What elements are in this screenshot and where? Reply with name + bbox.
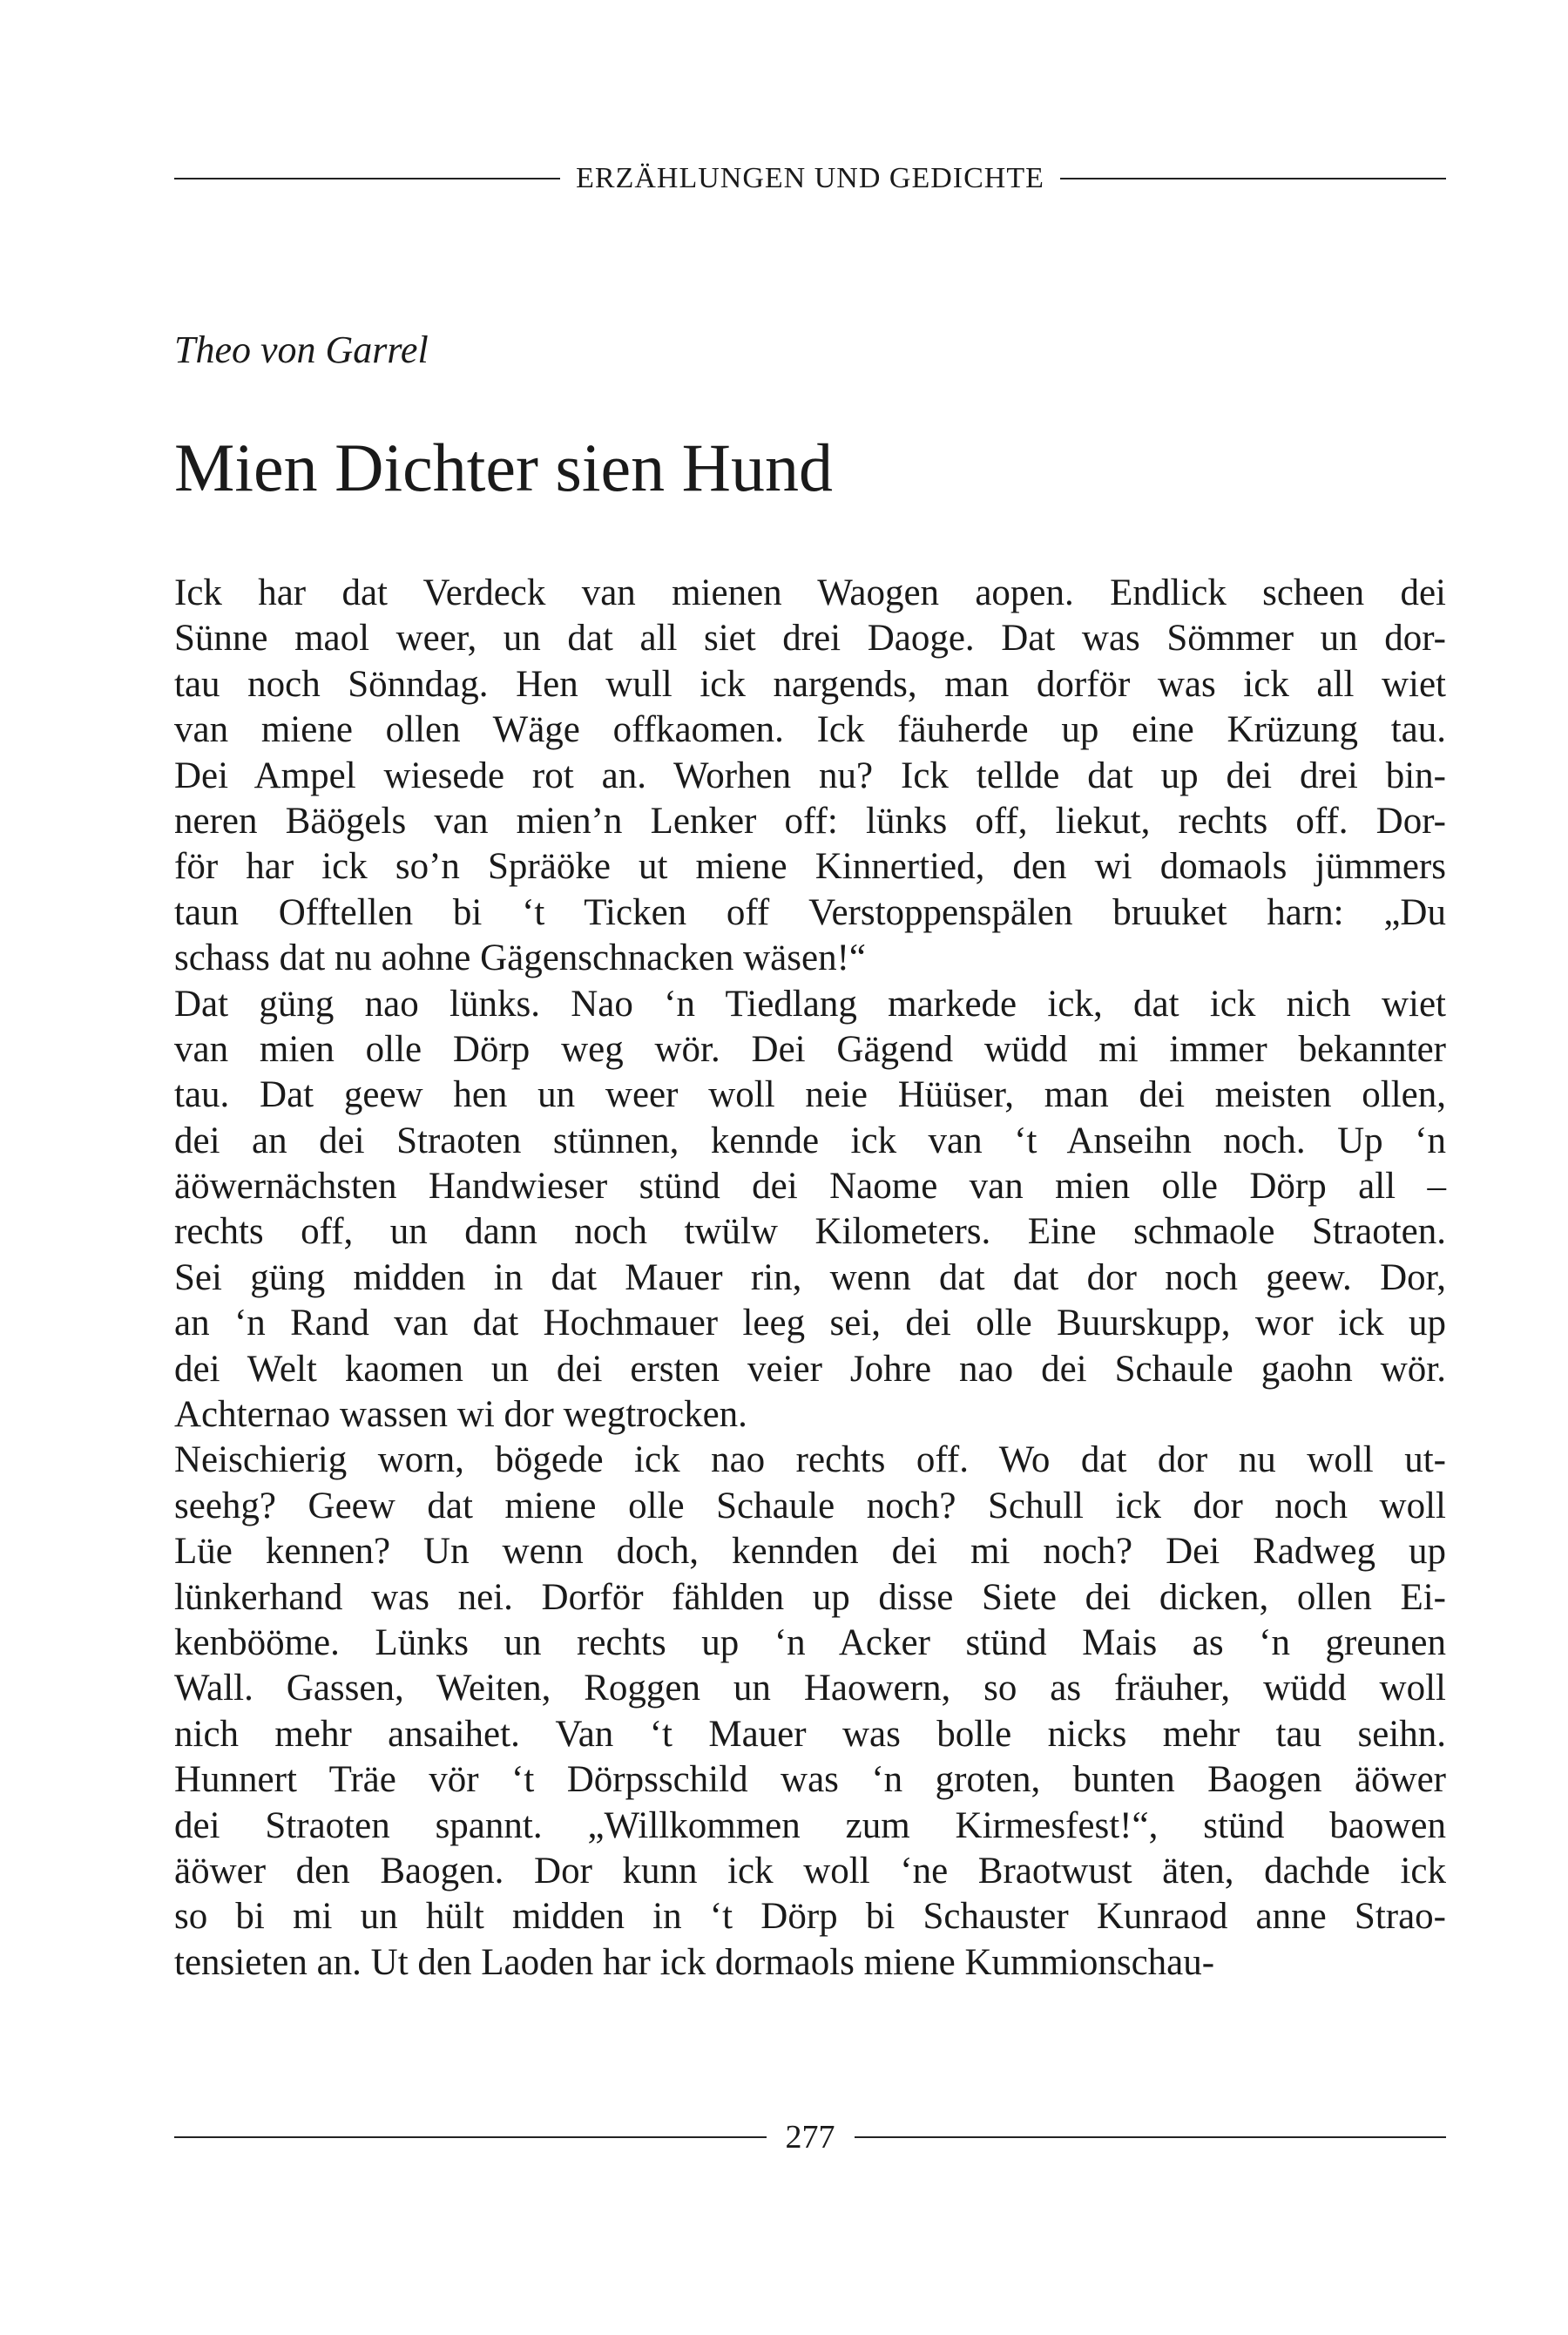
page-footer xyxy=(174,2121,1446,2154)
story-title: Mien Dichter sien Hund xyxy=(174,430,834,505)
text-line: dei an dei Straoten stünnen, kennde ick van ‘t Anseihn noch. Up ‘n xyxy=(174,1120,1446,1161)
text-line: taun Offtellen bi ‘t Ticken off Verstoppenspälen bruuket harn: „Du xyxy=(174,891,1446,933)
text-line: schass dat nu aohne Gägenschnacken wäsen!“ xyxy=(174,937,866,979)
text-line: äöwernächsten Handwieser stünd dei Naome van mien olle Dörp all – xyxy=(174,1166,1446,1208)
text-line: neren Bäögels van mien’n Lenker off: lünks off, liekut, rechts off. Dor- xyxy=(174,800,1446,842)
text-line: so bi mi un hült midden in ‘t Dörp bi Schauster Kunraod anne Strao- xyxy=(174,1896,1446,1938)
running-head-rule-right xyxy=(1060,178,1446,179)
text-line: dei Welt kaomen un dei ersten veier Johre nao dei Schaule gaohn wör. xyxy=(174,1348,1446,1390)
text-line: Lüe kennen? Un wenn doch, kennden dei mi noch? Dei Radweg up xyxy=(174,1531,1446,1573)
text-line: lünkerhand was nei. Dorför fählden up disse Siete dei dicken, ollen Ei- xyxy=(174,1576,1446,1618)
text-line: tau. Dat geew hen un weer woll neie Hüüser, man dei meisten ollen, xyxy=(174,1074,1446,1116)
author-name: Theo von Garrel xyxy=(174,328,429,371)
text-line: Sei güng midden in dat Mauer rin, wenn dat dat dor noch geew. Dor, xyxy=(174,1256,1446,1298)
text-line: Wall. Gassen, Weiten, Roggen un Haowern, so as fräuher, wüdd woll xyxy=(174,1668,1446,1709)
text-line: för har ick so’n Spräöke ut miene Kinnertied, den wi domaols jümmers xyxy=(174,846,1446,888)
text-line: nich mehr ansaihet. Van ‘t Mauer was bolle nicks mehr tau seihn. xyxy=(174,1713,1446,1755)
text-line: seehg? Geew dat miene olle Schaule noch? Schull ick dor noch woll xyxy=(174,1485,1446,1526)
text-line: van mien olle Dörp weg wör. Dei Gägend wüdd mi immer bekannter xyxy=(174,1028,1446,1070)
text-line: äöwer den Baogen. Dor kunn ick woll ‘ne Braotwust äten, dachde ick xyxy=(174,1850,1446,1892)
text-line: kenbööme. Lünks un rechts up ‘n Acker stünd Mais as ‘n greunen xyxy=(174,1621,1446,1663)
text-line: van miene ollen Wäge offkaomen. Ick fäuherde up eine Krüzung tau. xyxy=(174,709,1446,751)
running-head-label: ERZÄHLUNGEN UND GEDICHTE xyxy=(576,162,1044,194)
running-head-rule-left xyxy=(174,178,560,179)
text-line: Achternao wassen wi dor wegtrocken. xyxy=(174,1394,747,1436)
text-line: Dat güng nao lünks. Nao ‘n Tiedlang markede ick, dat ick nich wiet xyxy=(174,983,1446,1025)
footer-rule-right xyxy=(855,2136,1447,2138)
text-line: Hunnert Träe vör ‘t Dörpsschild was ‘n groten, bunten Baogen äöwer xyxy=(174,1759,1446,1801)
body-text xyxy=(174,571,1446,1986)
page-number: 277 xyxy=(785,2119,835,2156)
text-line: tau noch Sönndag. Hen wull ick nargends, man dorför was ick all wiet xyxy=(174,663,1446,705)
text-line: tensieten an. Ut den Laoden har ick dormaols miene Kummionschau- xyxy=(174,1941,1215,1983)
running-head xyxy=(174,164,1446,193)
text-line: an ‘n Rand van dat Hochmauer leeg sei, dei olle Buurskupp, wor ick up xyxy=(174,1303,1446,1344)
footer-rule-left xyxy=(174,2136,767,2138)
text-line: dei Straoten spannt. „Willkommen zum Kirmesfest!“, stünd baowen xyxy=(174,1804,1446,1846)
text-line: Neischierig worn, bögede ick nao rechts off. Wo dat dor nu woll ut- xyxy=(174,1439,1446,1481)
text-line: Ick har dat Verdeck van mienen Waogen aopen. Endlick scheen dei xyxy=(174,572,1446,613)
text-line: Dei Ampel wiesede rot an. Worhen nu? Ick tellde dat up dei drei bin- xyxy=(174,755,1446,796)
text-line: Sünne maol weer, un dat all siet drei Daoge. Dat was Sömmer un dor- xyxy=(174,618,1446,660)
text-line: rechts off, un dann noch twülw Kilometers. Eine schmaole Straoten. xyxy=(174,1211,1446,1253)
